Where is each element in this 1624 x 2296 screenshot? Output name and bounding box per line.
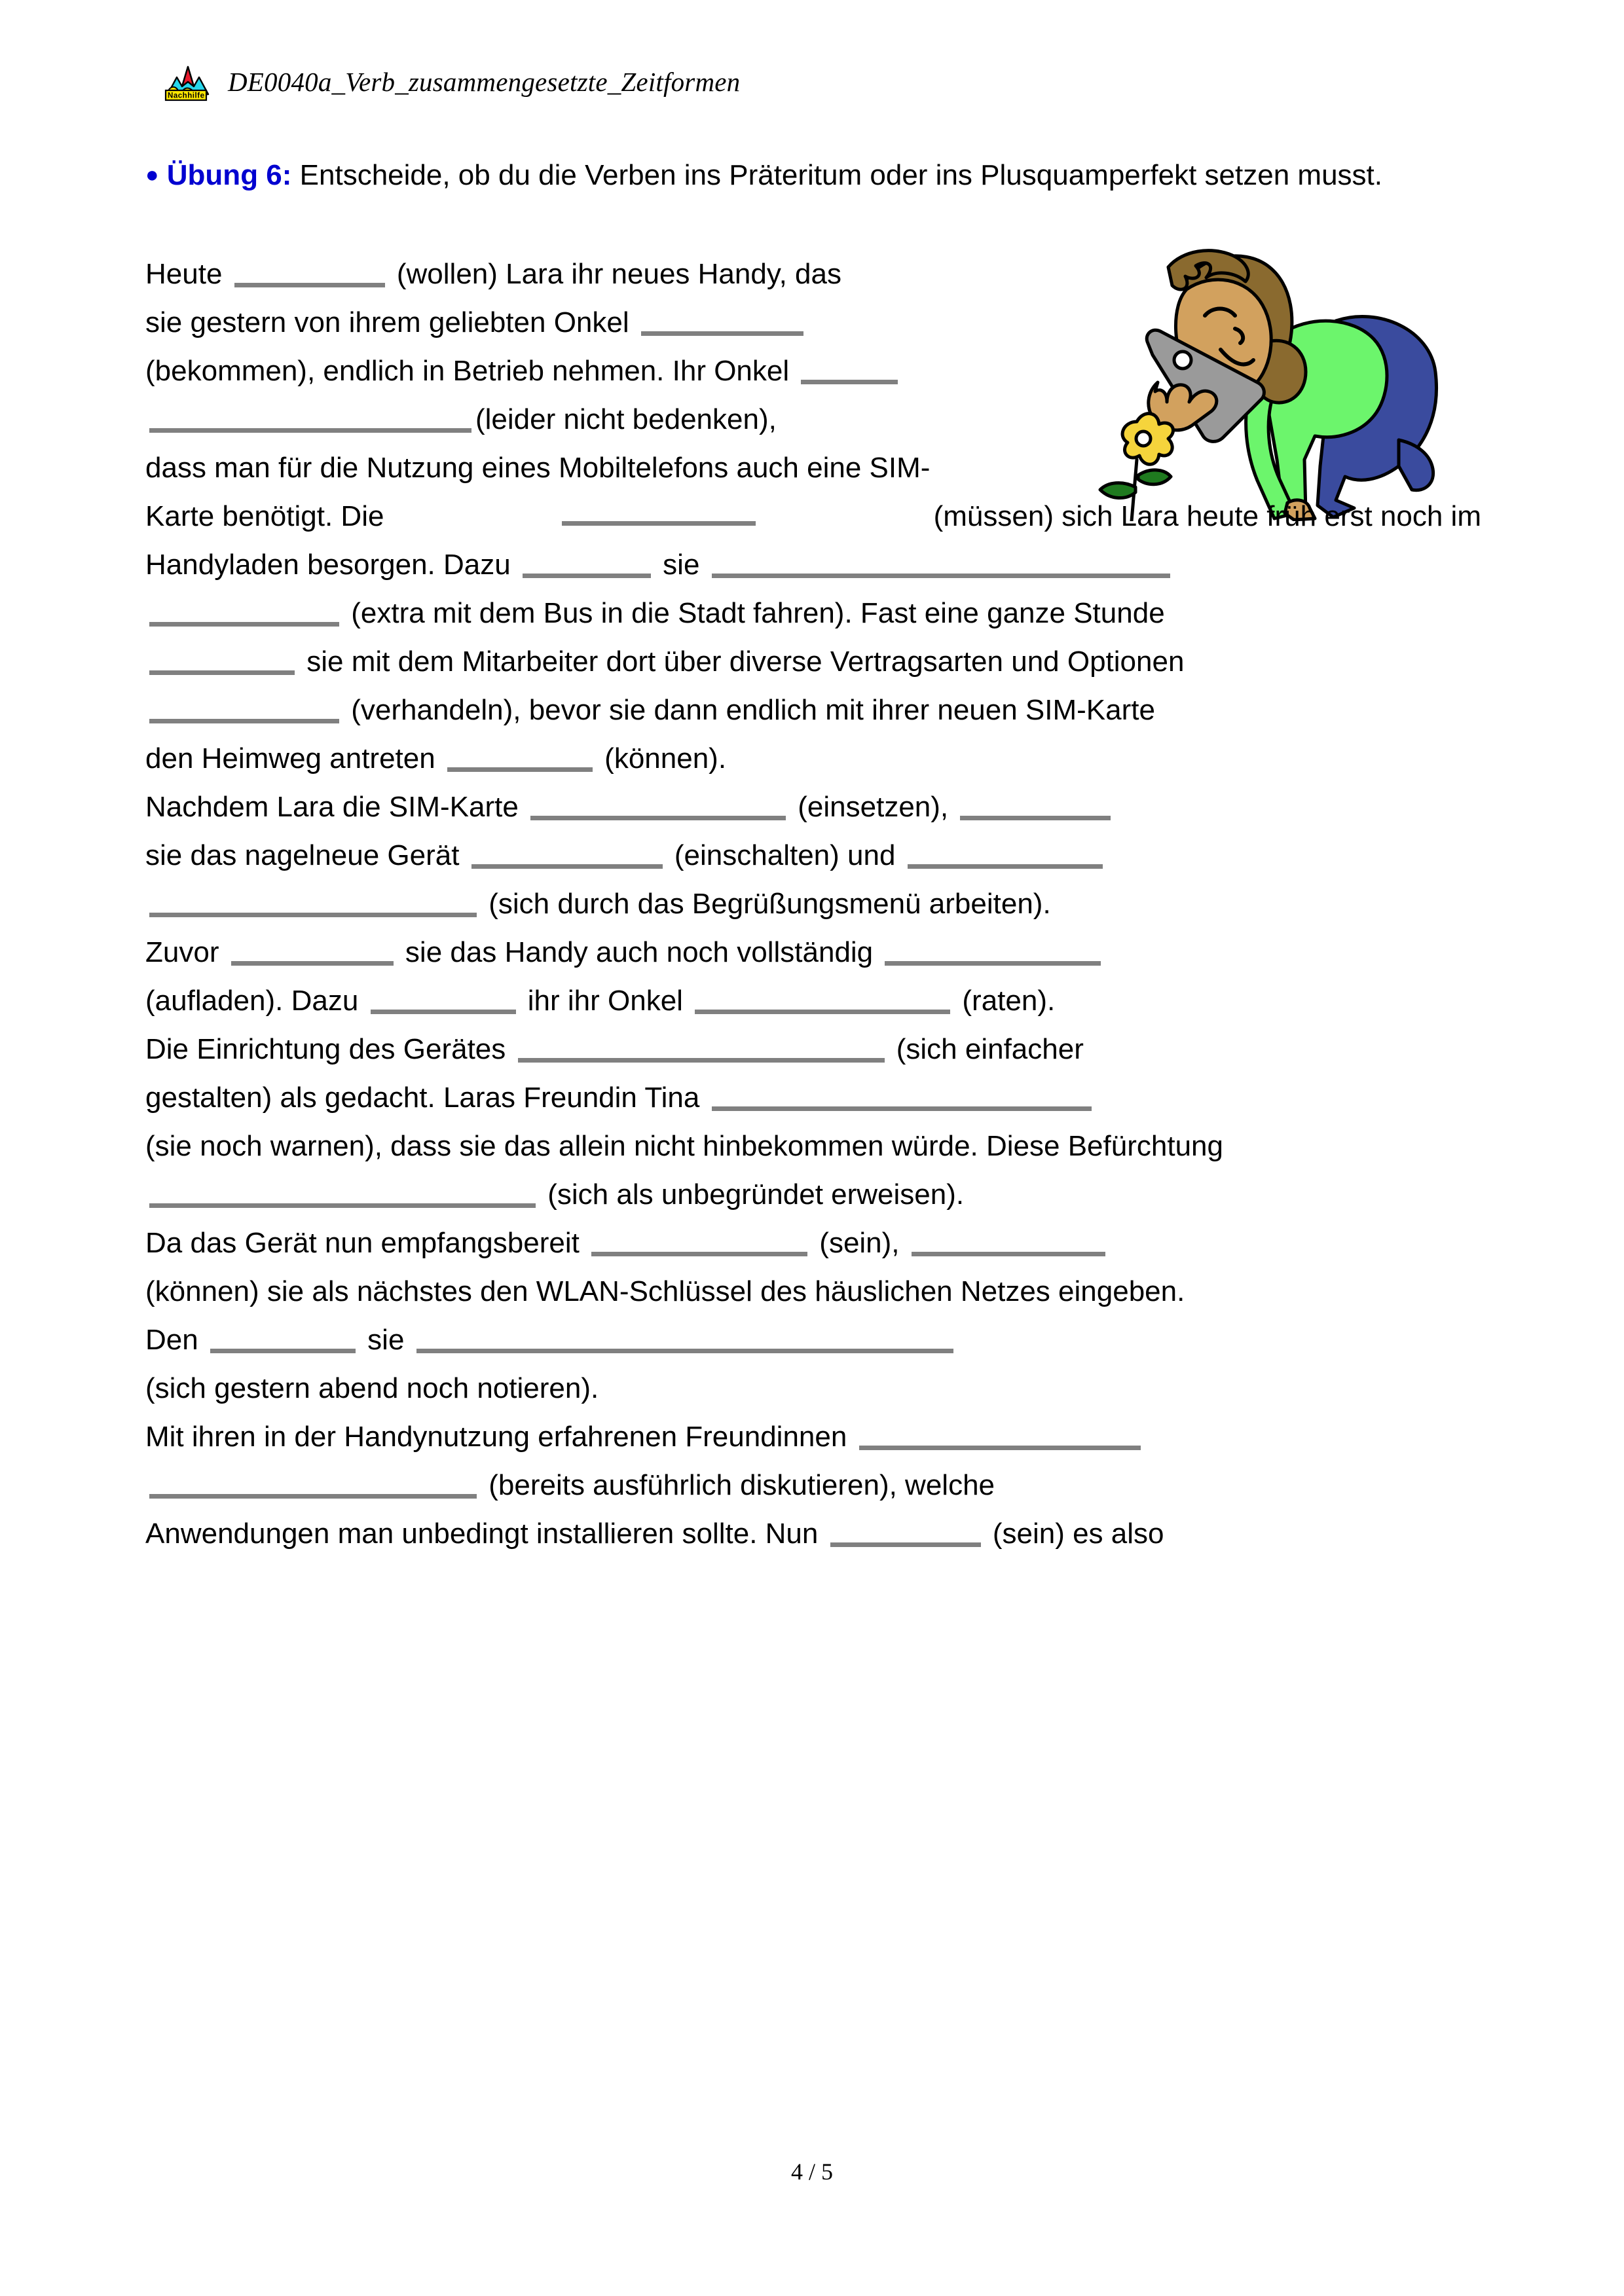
sentence-text: sie das Handy auch noch vollständig — [397, 936, 881, 968]
sentence-text: Den — [145, 1324, 206, 1356]
answer-blank[interactable] — [210, 1322, 356, 1353]
answer-blank[interactable] — [149, 402, 471, 433]
exercise-line — [145, 735, 1481, 783]
bullet-icon: ● — [145, 162, 159, 187]
answer-blank[interactable] — [695, 983, 950, 1014]
sentence-text: (sein), — [811, 1227, 908, 1259]
sentence-text: (bereits ausführlich diskutieren), welche — [481, 1469, 995, 1501]
sentence-text: Heute — [145, 258, 231, 290]
exercise-line — [145, 347, 1075, 395]
sentence-text: Mit ihren in der Handynutzung erfahrenen Freundinnen — [145, 1421, 855, 1453]
exercise-line — [145, 1461, 1481, 1510]
answer-blank[interactable] — [234, 257, 385, 287]
sentence-text: (aufladen). Dazu — [145, 985, 367, 1017]
answer-blank[interactable] — [149, 1468, 477, 1499]
answer-blank[interactable] — [523, 547, 651, 578]
sentence-text: (verhandeln), bevor sie dann endlich mit ihrer neuen SIM-Karte — [343, 694, 1155, 726]
sentence-text: (sie noch warnen), dass sie das allein nicht hinbekommen würde. Diese Befürchtung — [145, 1130, 1223, 1162]
exercise-line — [145, 299, 1075, 347]
exercise-line — [145, 444, 1075, 492]
exercise-line — [145, 1025, 1481, 1074]
answer-blank[interactable] — [960, 790, 1111, 820]
page-footer — [0, 2158, 1624, 2185]
answer-blank[interactable] — [371, 983, 516, 1014]
exercise-line — [145, 831, 1481, 880]
answer-blank[interactable] — [562, 495, 756, 526]
svg-text:Nachhilfe: Nachhilfe — [168, 92, 204, 100]
sentence-text: (sich als unbegründet erweisen). — [540, 1178, 965, 1211]
answer-blank[interactable] — [149, 1177, 536, 1208]
exercise-instruction — [145, 156, 1481, 196]
nachhilfe-logo-icon — [162, 60, 213, 103]
answer-blank[interactable] — [231, 935, 394, 966]
answer-blank[interactable] — [801, 354, 898, 384]
sentence-text: (sich durch das Begrüßungsmenü arbeiten). — [481, 888, 1051, 920]
exercise-line — [145, 1074, 1481, 1122]
answer-blank[interactable] — [591, 1226, 807, 1256]
sentence-text: Handyladen besorgen. Dazu — [145, 549, 519, 581]
exercise-line — [145, 1219, 1481, 1267]
exercise-label: Übung 6: — [166, 159, 292, 191]
sentence-text: (wollen) Lara ihr neues Handy, das — [388, 258, 841, 290]
exercise-line — [145, 977, 1481, 1025]
exercise-line — [145, 1413, 1481, 1461]
sentence-text: (leider nicht bedenken), — [475, 403, 777, 435]
sentence-text: dass man für die Nutzung eines Mobiltelefons auch eine SIM- — [145, 452, 931, 484]
exercise-line — [145, 492, 1481, 541]
sentence-text: Anwendungen man unbedingt installieren sollte. Nun — [145, 1518, 826, 1550]
exercise-line — [145, 1267, 1481, 1316]
sentence-text: Nachdem Lara die SIM-Karte — [145, 791, 527, 823]
sentence-text: (müssen) sich Lara heute früh erst noch im — [933, 500, 1481, 532]
sentence-text: (bekommen), endlich in Betrieb nehmen. Ihr Onkel — [145, 355, 798, 387]
answer-blank[interactable] — [912, 1226, 1105, 1256]
exercise-line — [145, 395, 1075, 444]
exercise-line — [145, 783, 1481, 831]
exercise-line — [145, 928, 1481, 977]
answer-blank[interactable] — [416, 1322, 953, 1353]
sentence-text: ihr ihr Onkel — [519, 985, 692, 1017]
exercise-line — [145, 1122, 1481, 1171]
sentence-text: (können). — [596, 742, 727, 774]
answer-blank[interactable] — [149, 886, 477, 917]
exercise-line — [145, 1171, 1481, 1219]
sentence-text: den Heimweg antreten — [145, 742, 443, 774]
sentence-text: Zuvor — [145, 936, 227, 968]
document-title: DE0040a_Verb_zusammengesetzte_Zeitformen — [228, 67, 741, 97]
answer-blank[interactable] — [530, 790, 786, 820]
sentence-text: (einsetzen), — [790, 791, 957, 823]
document-header — [162, 60, 740, 103]
page-number: 4 / 5 — [790, 2159, 833, 2185]
exercise-line — [145, 1510, 1481, 1558]
sentence-text: (können) sie als nächstes den WLAN-Schlüssel des häuslichen Netzes eingeben. — [145, 1275, 1185, 1307]
sentence-text: Karte benötigt. Die — [145, 500, 384, 532]
sentence-text: sie das nagelneue Gerät — [145, 839, 468, 871]
exercise-line — [145, 638, 1481, 686]
sentence-text: sie — [654, 549, 708, 581]
exercise-line — [145, 1364, 1481, 1413]
sentence-text: (extra mit dem Bus in die Stadt fahren). Fast eine ganze Stunde — [343, 597, 1165, 629]
exercise-line — [145, 686, 1481, 735]
sentence-text: sie — [359, 1324, 413, 1356]
answer-blank[interactable] — [518, 1032, 885, 1063]
answer-blank[interactable] — [712, 547, 1170, 578]
answer-blank[interactable] — [149, 596, 339, 627]
exercise-line — [145, 250, 1075, 299]
sentence-text: (einschalten) und — [666, 839, 904, 871]
exercise-body — [145, 250, 1481, 1558]
exercise-instruction-text: Entscheide, ob du die Verben ins Präteritum oder ins Plusquamperfekt setzen musst. — [299, 159, 1382, 191]
sentence-text: sie mit dem Mitarbeiter dort über diverse Vertragsarten und Optionen — [299, 646, 1185, 678]
sentence-text: (sein) es also — [984, 1518, 1164, 1550]
sentence-text: Die Einrichtung des Gerätes — [145, 1033, 514, 1065]
answer-blank[interactable] — [447, 741, 593, 772]
sentence-text: (sich gestern abend noch notieren). — [145, 1372, 599, 1404]
exercise-line — [145, 541, 1481, 589]
exercise-line — [145, 880, 1481, 928]
answer-blank[interactable] — [712, 1080, 1092, 1111]
exercise-line — [145, 1316, 1481, 1364]
answer-blank[interactable] — [471, 838, 663, 869]
sentence-text: sie gestern von ihrem geliebten Onkel — [145, 306, 637, 338]
answer-blank[interactable] — [149, 693, 339, 723]
answer-blank[interactable] — [641, 305, 803, 336]
answer-blank[interactable] — [830, 1516, 981, 1547]
sentence-text: (raten). — [954, 985, 1056, 1017]
answer-blank[interactable] — [859, 1419, 1141, 1450]
sentence-text: Da das Gerät nun empfangsbereit — [145, 1227, 588, 1259]
answer-blank[interactable] — [149, 644, 295, 675]
sentence-text: (sich einfacher — [888, 1033, 1084, 1065]
sentence-text: gestalten) als gedacht. Laras Freundin Tina — [145, 1082, 708, 1114]
answer-blank[interactable] — [885, 935, 1101, 966]
exercise-line — [145, 589, 1481, 638]
answer-blank[interactable] — [908, 838, 1103, 869]
